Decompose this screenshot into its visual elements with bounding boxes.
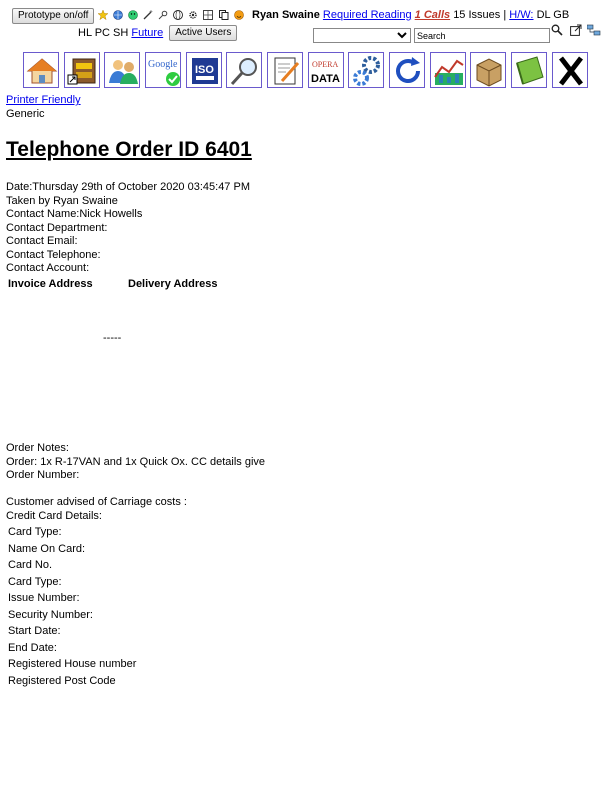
mini-icon-row	[98, 9, 246, 23]
page-title: Telephone Order ID 6401	[6, 138, 252, 161]
generic-label: Generic	[6, 108, 45, 120]
card-detail-field: Issue Number:	[8, 592, 80, 605]
hw-link[interactable]: H/W:	[509, 9, 534, 21]
issues-count: 15 Issues |	[453, 9, 507, 21]
printer-friendly-link[interactable]: Printer Friendly	[6, 94, 81, 106]
home-icon[interactable]	[23, 52, 59, 88]
edit-icon[interactable]	[267, 52, 303, 88]
card-detail-field: Start Date:	[8, 625, 61, 638]
network-icon[interactable]	[587, 24, 601, 36]
svg-text:DATA: DATA	[310, 73, 340, 85]
search-icon[interactable]	[551, 24, 563, 36]
secondary-toolbar	[78, 25, 237, 41]
delivery-address-header: Delivery Address	[128, 278, 218, 290]
carriage-costs: Customer advised of Carriage costs :	[6, 496, 187, 508]
star-icon[interactable]	[98, 10, 108, 20]
gear-icon[interactable]	[188, 10, 198, 20]
dl-gb-text: DL GB	[536, 9, 570, 21]
smiley-icon[interactable]	[128, 10, 138, 20]
hl-pc-sh-text: HL PC SH	[78, 26, 129, 39]
box-icon[interactable]	[470, 52, 506, 88]
users-icon[interactable]	[104, 52, 140, 88]
order-notes-label: Order Notes:	[6, 442, 69, 454]
credit-card-heading: Credit Card Details:	[6, 510, 102, 522]
google-icon[interactable]	[145, 52, 181, 88]
card-detail-field: Security Number:	[8, 608, 93, 621]
order-date: Date:Thursday 29th of October 2020 03:45:47 PM	[6, 181, 250, 193]
grid-icon[interactable]	[203, 10, 213, 20]
contact-name: Contact Name:Nick Howells	[6, 208, 143, 220]
top-toolbar	[12, 7, 612, 25]
order-text: Order: 1x R-17VAN and 1x Quick Ox. CC details give	[6, 456, 266, 468]
external-link-icon[interactable]	[570, 24, 582, 36]
magnifier-icon[interactable]	[226, 52, 262, 88]
main-icon-toolbar	[23, 52, 589, 90]
invoice-address-header: Invoice Address	[8, 278, 93, 290]
contact-telephone: Contact Telephone:	[6, 249, 101, 261]
svg-text:Google: Google	[147, 59, 178, 70]
active-users-button[interactable]: Active Users	[169, 25, 237, 41]
wand-icon[interactable]	[143, 10, 153, 20]
calls-link[interactable]: 1 Calls	[414, 9, 451, 21]
card-detail-field: End Date:	[8, 641, 57, 654]
face-icon[interactable]	[234, 10, 244, 20]
future-link[interactable]: Future	[131, 26, 164, 39]
category-select-wrap	[313, 28, 411, 43]
contact-department: Contact Department:	[6, 222, 108, 234]
globe2-icon[interactable]	[173, 10, 183, 20]
address-separator: -----	[103, 332, 122, 344]
card-detail-field: Registered Post Code	[8, 674, 116, 687]
opera-data-icon[interactable]	[308, 52, 344, 88]
svg-text:ISO: ISO	[194, 64, 214, 76]
cabinet-icon[interactable]	[64, 52, 100, 88]
copy-icon[interactable]	[219, 10, 229, 20]
category-select[interactable]	[313, 28, 411, 43]
required-reading-link[interactable]: Required Reading	[322, 9, 412, 21]
contact-account: Contact Account:	[6, 262, 90, 274]
key-icon[interactable]	[158, 10, 168, 20]
user-name: Ryan Swaine	[252, 9, 320, 21]
close-x-icon[interactable]	[552, 52, 588, 88]
chart-icon[interactable]	[430, 52, 466, 88]
user-info	[252, 9, 569, 21]
search-input[interactable]	[414, 28, 550, 43]
prototype-toggle-button[interactable]: Prototype on/off	[12, 8, 94, 24]
search-wrap	[414, 28, 550, 43]
svg-text:OPERA: OPERA	[311, 60, 338, 69]
book-icon[interactable]	[511, 52, 547, 88]
gears-icon[interactable]	[348, 52, 384, 88]
globe-icon[interactable]	[113, 10, 123, 20]
iso-icon[interactable]	[186, 52, 222, 88]
card-detail-field: Card Type:	[8, 575, 62, 588]
card-detail-field: Card No.	[8, 559, 53, 572]
card-detail-field: Name On Card:	[8, 542, 86, 555]
card-detail-field: Registered House number	[8, 658, 137, 671]
contact-email: Contact Email:	[6, 235, 78, 247]
refresh-icon[interactable]	[389, 52, 425, 88]
taken-by: Taken by Ryan Swaine	[6, 195, 118, 207]
card-detail-field: Card Type:	[8, 526, 62, 538]
order-number: Order Number:	[6, 469, 80, 481]
